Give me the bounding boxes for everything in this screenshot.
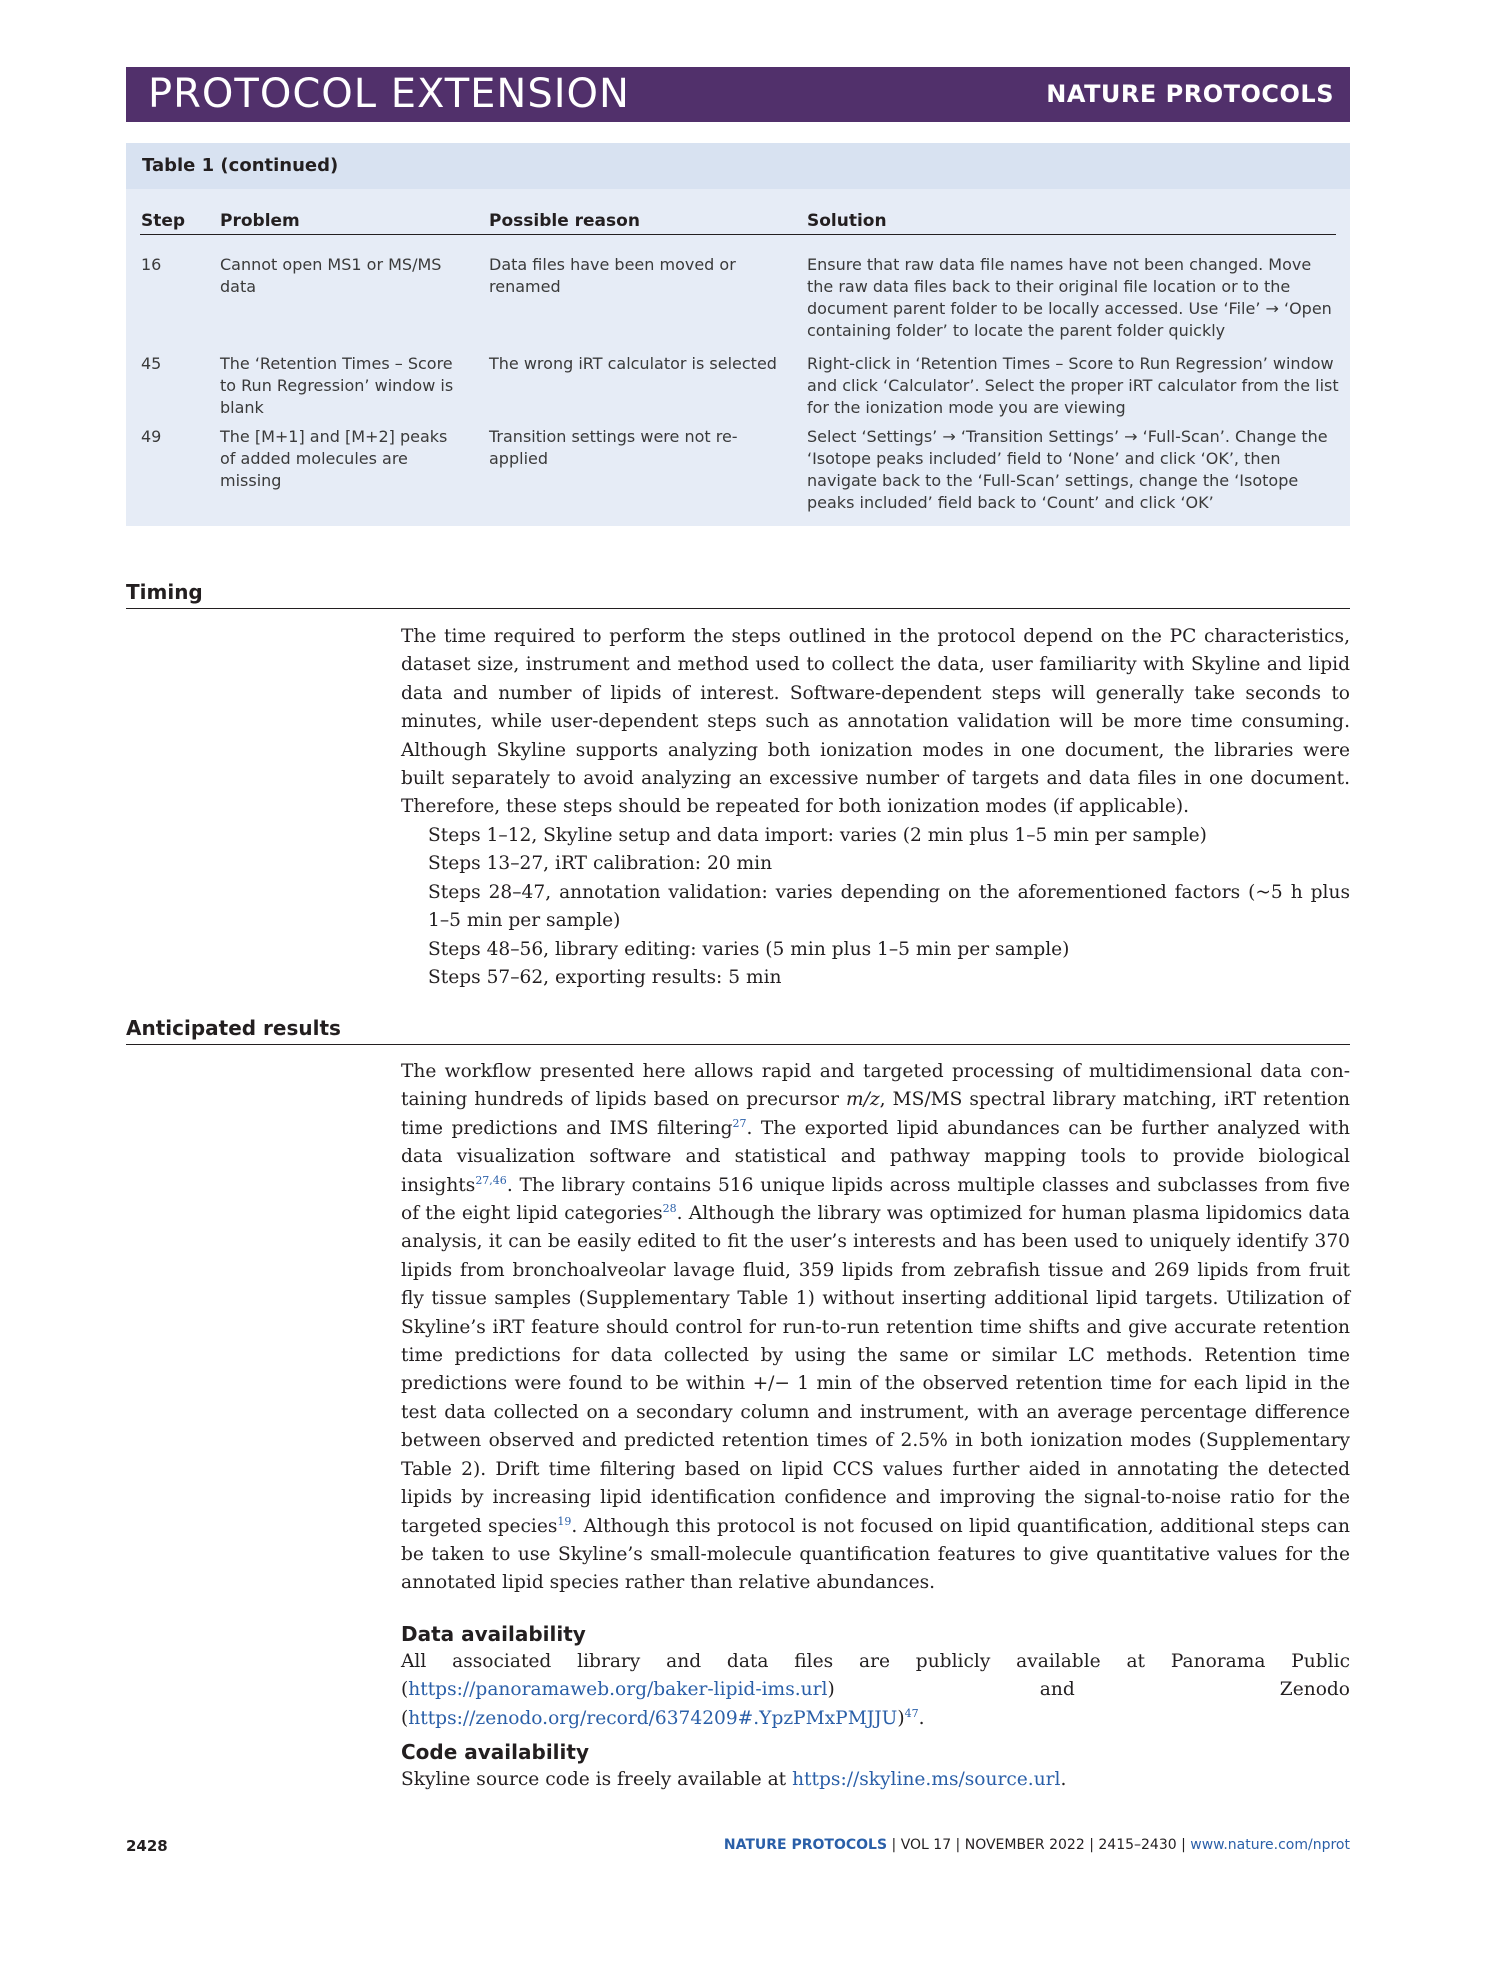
anticipated-paragraph: [401, 1058, 1350, 1598]
data-availability-text: [401, 1648, 1350, 1733]
footer-pages: 2415–2430: [1098, 1837, 1177, 1853]
text: . Although the library was optimized for human plasma lipidomics data analysis, it can be easily edited to fit the user’s interests and has been used to uniquely identify 370 lipids from bronchoalveolar lavage fluid, 359 lipids from zebrafish tissue and 269 lipids from fruit fly tissue samples (Supplementary Table 1) without inserting additional lipid targets. Utilization of Skyline’s iRT feature should control for run-to-run retention time shifts and give accurate retention time predictions for data collected by using the same or similar LC methods. Retention time predictions were found to be within +/− 1 min of the observed retention time for each lipid in the test data collected on a secondary column and instrument, with an average percentage difference between observed and predicted retention times of 2.5% in both ionization modes (Supplementary Table 2). Drift time filtering based on lipid CCS values further aided in annotating the detected lipids by increasing lipid identification confidence and improving the signal-to-noise ratio for the targeted species: [401, 1203, 1350, 1537]
timing-steps: [428, 822, 1350, 992]
cell-reason: The wrong iRT calculator is selected: [489, 354, 777, 373]
timing-paragraph: The time required to perform the steps outlined in the protocol depend on the PC characteristics, dataset size, instrument and method used to collect the data, user familiarity with Skyline and lipid data and number of lipids of interest. Software-dependent steps will generally take seconds to minutes, while user-dependent steps such as annotation validation will be more time consuming. Although Skyline supports analyzing both ionization modes in one document, the libraries were built separately to avoid analyzing an excessive number of targets and data files in one document. Therefore, these steps should be repeated for both ionization modes (if applicable).: [401, 626, 1350, 818]
header-step: Step: [141, 211, 186, 231]
header-reason: Possible reason: [489, 211, 640, 231]
timing-heading: [126, 578, 1350, 609]
text: Skyline source code is freely available at: [401, 1769, 793, 1790]
footer-url[interactable]: www.nature.com/nprot: [1190, 1837, 1350, 1853]
timing-step: Steps 57–62, exporting results: 5 min: [428, 967, 782, 989]
anticipated-heading: [126, 1014, 1350, 1045]
cell-problem: The [M+1] and [M+2] peaks of added molecules are missing: [220, 427, 448, 490]
footer-date: NOVEMBER 2022: [964, 1837, 1085, 1853]
header-problem: Problem: [220, 211, 300, 231]
timing-step: Steps 13–27, iRT calibration: 20 min: [428, 853, 773, 875]
cell-reason: Transition settings were not re-applied: [489, 427, 738, 468]
text: ) and Zenodo (: [401, 1679, 1350, 1729]
text: , MS/MS spectral library matching, iRT retention time predictions and IMS filtering: [401, 1089, 1350, 1139]
timing-step: Steps 28–47, annotation validation: varies depending on the aforementioned factors (~5 h plus 1–5 min per sample): [428, 881, 1350, 932]
text: . Although this protocol is not focused on lipid quantification, additional steps can be taken to use Skyline’s small-molecule quantification features to give quantitative values for the annotated lipid species rather than relative abundances.: [401, 1515, 1350, 1594]
cell-problem: The ‘Retention Times – Score to Run Regression’ window is blank: [220, 354, 454, 417]
journal-name: NATURE PROTOCOLS: [1046, 80, 1334, 108]
troubleshooting-table: [126, 143, 1350, 526]
cell-reason: Data files have been moved or renamed: [489, 255, 736, 296]
text: .: [918, 1707, 925, 1729]
cell-solution: Right-click in ‘Retention Times – Score to Run Regression’ window and click ‘Calculator’. Select the proper iRT calculator from the list for the ionization mode you are viewing: [807, 354, 1339, 417]
citation-link[interactable]: 19: [557, 1514, 572, 1528]
text: The workflow presented here allows rapid and targeted processing of multidimensional data con-taining hundreds of lipids based on precursor: [401, 1061, 1350, 1111]
data-availability-heading: Data availability: [401, 1622, 586, 1646]
footer-volume: VOL 17: [900, 1837, 952, 1853]
timing-step: Steps 1–12, Skyline setup and data import: varies (2 min plus 1–5 min per sample): [428, 825, 1207, 846]
text: . The exported lipid abundances can be further analyzed with data visualization software and statistical and pathway mapping tools to provide biological insights: [401, 1117, 1350, 1196]
citation-link[interactable]: 27: [732, 1116, 747, 1130]
text: ): [897, 1707, 905, 1729]
table-caption: [126, 143, 1350, 189]
zenodo-link[interactable]: https://zenodo.org/record/6374209#.YpzPMxPMJJU: [408, 1707, 898, 1729]
page-number: 2428: [126, 1837, 168, 1855]
table-caption-text: Table 1 (continued): [142, 155, 339, 176]
panorama-link[interactable]: https://panoramaweb.org/baker-lipid-ims.url: [408, 1679, 828, 1701]
citation-link[interactable]: 47: [904, 1706, 919, 1720]
text: All associated library and data files are publicly available at Panorama Public (: [401, 1651, 1350, 1701]
section-label: PROTOCOL EXTENSION: [148, 71, 630, 117]
text: . The library contains 516 unique lipids across multiple classes and subclasses from five of the eight lipid categories: [401, 1174, 1350, 1225]
cell-step: 16: [141, 255, 162, 274]
cell-step: 49: [141, 427, 162, 446]
code-availability-text: [401, 1766, 1350, 1794]
timing-heading-text: Timing: [126, 580, 203, 604]
citation-link[interactable]: 27,46: [475, 1173, 507, 1187]
citation-link[interactable]: 28: [662, 1201, 677, 1215]
cell-solution: Select ‘Settings’ → ‘Transition Settings’ → ‘Full-Scan’. Change the ‘Isotope peaks included’ field to ‘None’ and click ‘OK’, then navigate back to the ‘Full-Scan’ settings, change the ‘Isotope peaks included’ field back to ‘Count’ and click ‘OK’: [807, 427, 1328, 512]
cell-solution: Ensure that raw data file names have not been changed. Move the raw data files back to their original file location or to the document parent folder to be locally accessed. Use ‘File’ → ‘Open containing folder’ to locate the parent folder quickly: [807, 255, 1332, 340]
timing-step: Steps 48–56, library editing: varies (5 min plus 1–5 min per sample): [428, 938, 1070, 960]
footer-journal: NATURE PROTOCOLS: [723, 1837, 888, 1853]
header-banner: [126, 67, 1350, 122]
cell-step: 45: [141, 354, 162, 373]
text-italic: m/z: [845, 1089, 880, 1111]
cell-problem: Cannot open MS1 or MS/MS data: [220, 255, 442, 296]
footer-citation: NATURE PROTOCOLS | VOL 17 | NOVEMBER 2022 | 2415–2430 | www.nature.com/nprot: [723, 1837, 1350, 1853]
anticipated-heading-text: Anticipated results: [126, 1016, 341, 1040]
skyline-source-link[interactable]: https://skyline.ms/source.url: [792, 1769, 1061, 1790]
header-solution: Solution: [807, 211, 887, 231]
header-rule: [140, 234, 1336, 235]
code-availability-heading: Code availability: [401, 1740, 589, 1764]
text: .: [1060, 1769, 1067, 1790]
